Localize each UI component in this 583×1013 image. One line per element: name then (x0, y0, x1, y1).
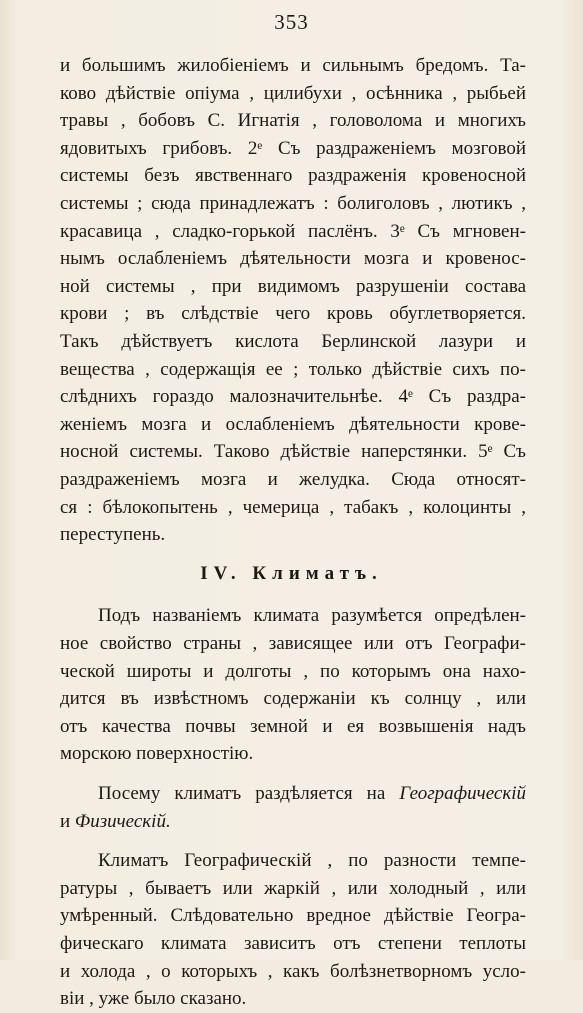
text-line (98, 780, 526, 808)
text-line: ядовитыхъ грибовъ. 2ᵉ Съ раздраженіемъ мозговой (60, 137, 526, 159)
text-line: ся : бѣлокопытень , чемерица , табакъ , колоцинты , (60, 496, 526, 518)
text-line: умѣренный. Слѣдовательно вредное дѣйствіе Геогра- (60, 905, 526, 927)
text-line: нымъ ослабленіемъ дѣятельности мозга и кровенос- (60, 248, 526, 270)
text-line: ратуры , бываетъ или жаркій , или холодный , или (60, 877, 526, 899)
section-heading: IV. Климатъ. (200, 562, 383, 584)
text-line: системы безъ явственнаго раздраженія кровеносной (60, 165, 526, 187)
text-line: и холода , о которыхъ , какъ болѣзнетворномъ усло- (60, 960, 526, 982)
text-span: и (60, 810, 71, 832)
text-span: Посему климатъ раздѣляется на (98, 783, 386, 804)
text-line: віи , уже было сказано. (60, 988, 247, 1010)
text-line: Такъ дѣйствуетъ кислота Берлинской лазури и (60, 331, 526, 352)
text-line: носной системы. Таково дѣйствіе наперстянки. 5ᵉ Съ (60, 441, 526, 463)
italic-term: Физическій. (74, 810, 171, 832)
text-line: раздраженіемъ мозга и желудка. Сюда относят- (60, 469, 526, 490)
text-line: ной системы , при видимомъ разрушеніи состава (60, 275, 526, 297)
text-line: отъ качества почвы земной и ея возвышенія надъ (60, 715, 526, 737)
text-line: морскою поверхностію. (60, 743, 254, 765)
text-line: ческой широты и долготы , по которымъ она нахо- (60, 660, 526, 682)
text-line: женіемъ мозга и ослабленіемъ дѣятельности крове- (60, 413, 526, 435)
page-number: 353 (274, 10, 309, 34)
text-line: и большимъ жилобіеніемъ и сильнымъ бредомъ. Та- (60, 55, 526, 76)
text-line: ково дѣйствіе опіума , цилибухи , осѣнника , рыбьей (60, 82, 526, 104)
text-line: вещества , содержащія ее ; только дѣйствіе сихъ по- (60, 358, 526, 380)
text-line: дится въ извѣстномъ содержаніи къ солнцу , или (60, 688, 526, 710)
text-line: красавица , сладко-горькой паслёнъ. 3ᵉ Съ мгновен- (60, 220, 526, 242)
text-line: ное свойство страны , зависящее или отъ Географи- (60, 633, 526, 654)
text-line: системы ; сюда принадлежатъ : болиголовъ , лютикъ , (60, 193, 526, 214)
text-line (60, 808, 526, 836)
text-line: переступень. (60, 524, 166, 546)
text-line: Климатъ Географическій , по разности темпе- (98, 850, 526, 872)
text-line: крови ; въ слѣдствіе чего кровь обуглетворяется. (60, 303, 526, 325)
text-line: фическаго климата зависитъ отъ степени теплоты (60, 933, 526, 954)
text-line: травы , бобовъ С. Игнатія , головолома и многихъ (60, 110, 526, 132)
text-line: слѣднихъ гораздо малозначительнѣе. 4ᵉ Съ раздра- (60, 386, 526, 408)
italic-term: Географическій (399, 783, 527, 804)
text-line: Подъ названіемъ климата разумѣется опредѣлен- (98, 605, 526, 627)
